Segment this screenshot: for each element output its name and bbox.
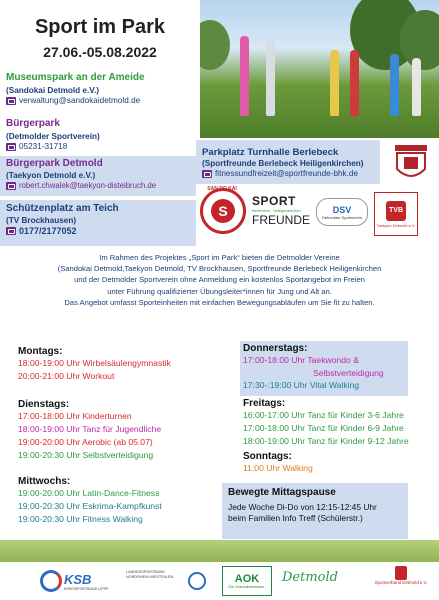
location-org: (Detmolder Sportverein) <box>6 132 100 141</box>
envelope-icon <box>6 97 16 105</box>
envelope-icon <box>6 182 16 190</box>
schedule-dienstag <box>18 399 228 462</box>
sportverband-label: Sportverband Detmold e.V. <box>374 580 428 585</box>
intro-line: Im Rahmen des Projektes „Sport im Park“ bieten die Detmolder Vereine <box>99 253 340 262</box>
location-contact[interactable] <box>6 226 190 236</box>
location-name: Bürgerpark <box>6 118 60 129</box>
sportverband-logo <box>366 566 436 596</box>
envelope-icon <box>202 170 212 178</box>
schedule-item: 19:00-20:00 Uhr Latin-Dance-Fitness <box>18 488 160 498</box>
location-museumspark <box>6 72 198 105</box>
page-title: Sport im Park <box>34 16 166 38</box>
aok-sub: Die Gesundheitskasse. <box>228 585 266 589</box>
schedule-item: 19:00-20:00 Uhr Aerobic (ab 05.07) <box>18 437 153 447</box>
schedule-montag <box>18 346 228 383</box>
location-org: (Sportfreunde Berlebeck Heiligenkirchen) <box>202 159 364 168</box>
schedule-freitag <box>243 398 439 448</box>
schedule-item: 17:00-18:00 Uhr Kinderturnen <box>18 411 132 421</box>
day-title: Freitags: <box>243 398 286 409</box>
day-title: Donnerstags: <box>243 343 308 354</box>
location-contact[interactable] <box>6 181 190 190</box>
footer-logos <box>0 562 439 600</box>
location-contact[interactable] <box>6 142 198 151</box>
schedule-item: 17:00-18:00 Uhr Tanz für Kinder 6-9 Jahre <box>243 423 404 433</box>
ksb-logo <box>40 568 122 594</box>
tvb-label: TVB <box>386 201 406 221</box>
intro-line: unter Führung qualifizierter Übungsleiter*innen für Jung und Alt an. <box>107 286 332 296</box>
sandokai-label: SAN DO KAI <box>207 186 237 192</box>
intro-text <box>0 252 439 308</box>
location-org: (Sandokai Detmold e.V.) <box>6 86 99 95</box>
ksb-label: KSB <box>64 571 92 587</box>
location-name: Bürgerpark Detmold <box>6 158 103 169</box>
contact-email[interactable]: robert.chwalek@taekyon-disteibruch.de <box>19 181 157 190</box>
schedule-item: 19:00-20:30 Uhr Fitness Walking <box>18 514 143 524</box>
location-contact[interactable] <box>6 96 198 105</box>
phone-icon <box>6 227 16 235</box>
tvb-crest <box>383 140 439 186</box>
schedule-item: 11:00 Uhr Walking <box>243 463 313 473</box>
dsv-sub: Detmolder Sportverein <box>321 214 363 220</box>
schedule-item: 18:00-19:00 Uhr Wirbelsäulengymnastik <box>18 358 171 368</box>
date-range: 27.06.-05.08.2022 <box>43 44 157 60</box>
schedule-item: 18:00-19:00 Uhr Tanz für Jugendliche <box>18 424 162 434</box>
schedule-item: 16:00-17:00 Uhr Tanz für Kinder 3-6 Jahre <box>243 410 404 420</box>
location-schuetzenplatz <box>0 200 196 246</box>
schedule-item: 19:00-20:30 Uhr Eskrima-Kampfkunst <box>18 501 162 511</box>
sportfreunde-bottom: FREUNDE <box>252 213 311 227</box>
sportfreunde-top: SPORT <box>252 194 296 208</box>
schedule-item: 20:00-21:00 Uhr Workout <box>18 371 115 381</box>
schedule-item: 18:00-19:00 Uhr Tanz für Kinder 9-12 Jahre <box>243 436 409 446</box>
sandokai-mark: S <box>211 199 235 223</box>
lunch-break-box <box>222 483 408 539</box>
day-title: Sonntags: <box>243 451 292 462</box>
lsb-mark <box>188 572 206 590</box>
day-title: Montags: <box>18 346 63 357</box>
crest-icon <box>393 143 429 183</box>
sportverband-crest <box>395 566 407 580</box>
sportfreunde-logo <box>252 194 312 227</box>
location-org: (Taekyon Detmold e.V.) <box>6 171 96 180</box>
intro-line: Das Angebot umfasst Sporteinheiten mit einfachen Bewegungsabläufen um Sie fit zu halten. <box>64 297 375 307</box>
grass-strip <box>0 540 439 562</box>
day-title: Dienstags: <box>18 399 70 410</box>
intro-line: und der Detmolder Sportverein ohne Anmeldung ein kostenlos Sportangebot im Freien <box>74 275 365 285</box>
location-buergerpark-detmold <box>0 156 196 196</box>
pause-title: Bewegte Mittagspause <box>228 487 336 498</box>
schedule-item: Selbstverteidigung <box>313 368 384 378</box>
schedule-item: 17:30-:19:00 Uhr Vital Walking <box>243 380 360 390</box>
ksb-sub: KREISSPORTBUND LIPPE <box>64 586 109 591</box>
dsv-logo <box>316 198 368 226</box>
location-org: (TV Brockhausen) <box>6 216 77 225</box>
sportfreunde-sub: Berlebeck · Heiligenkirchen <box>252 208 301 213</box>
detmold-logo: Detmold <box>282 570 338 585</box>
lsb-logo: LANDESSPORTBUND NORDRHEIN-WESTFALEN <box>126 570 174 579</box>
contact-phone[interactable]: 05231-31718 <box>19 142 68 151</box>
location-name: Museumspark an der Ameide <box>6 72 145 83</box>
schedule-item: 19:00-20:30 Uhr Selbstverteidigung <box>18 450 154 460</box>
aok-logo <box>222 566 272 596</box>
phone-icon <box>6 143 16 151</box>
pause-line: Jede Woche Di-Do von 12:15-12:45 Uhr <box>228 502 377 512</box>
taekyon-label: Taekyon Detmold e.V. <box>376 222 416 228</box>
pause-line: beim Familien Info Treff (Schülerstr.) <box>228 513 363 523</box>
location-buergerpark <box>6 118 198 151</box>
park-photo <box>200 0 439 138</box>
ksb-mark <box>40 570 62 592</box>
location-name: Parkplatz Turnhalle Berlebeck <box>202 147 339 158</box>
schedule-donnerstag-walk <box>240 378 408 396</box>
location-contact[interactable] <box>202 169 374 178</box>
location-berlebeck <box>196 140 380 184</box>
location-name: Schützenplatz am Teich <box>6 203 119 214</box>
dsv-label: DSV <box>332 204 352 215</box>
schedule-sonntag <box>243 451 439 475</box>
aok-label: AOK <box>234 573 260 585</box>
schedule-mittwoch <box>18 476 228 526</box>
taekyon-logo <box>374 192 418 236</box>
contact-email[interactable]: fitnessundfreizeit@sportfreunde-bhk.de <box>215 169 359 178</box>
contact-phone[interactable]: 0177/2177052 <box>19 226 77 236</box>
schedule-item: 17:00-18:00 Uhr Taekwondo & <box>243 355 359 365</box>
sandokai-logo <box>200 188 246 234</box>
partner-logos <box>196 186 439 246</box>
intro-line: (Sandokai Detmold,Taekyon Detmold, TV Brockhausen, Sportfreunde Berlebeck Heiligenkirchen <box>57 264 382 274</box>
contact-email[interactable]: verwaltung@sandokaidetmold.de <box>19 96 141 105</box>
day-title: Mittwochs: <box>18 476 71 487</box>
